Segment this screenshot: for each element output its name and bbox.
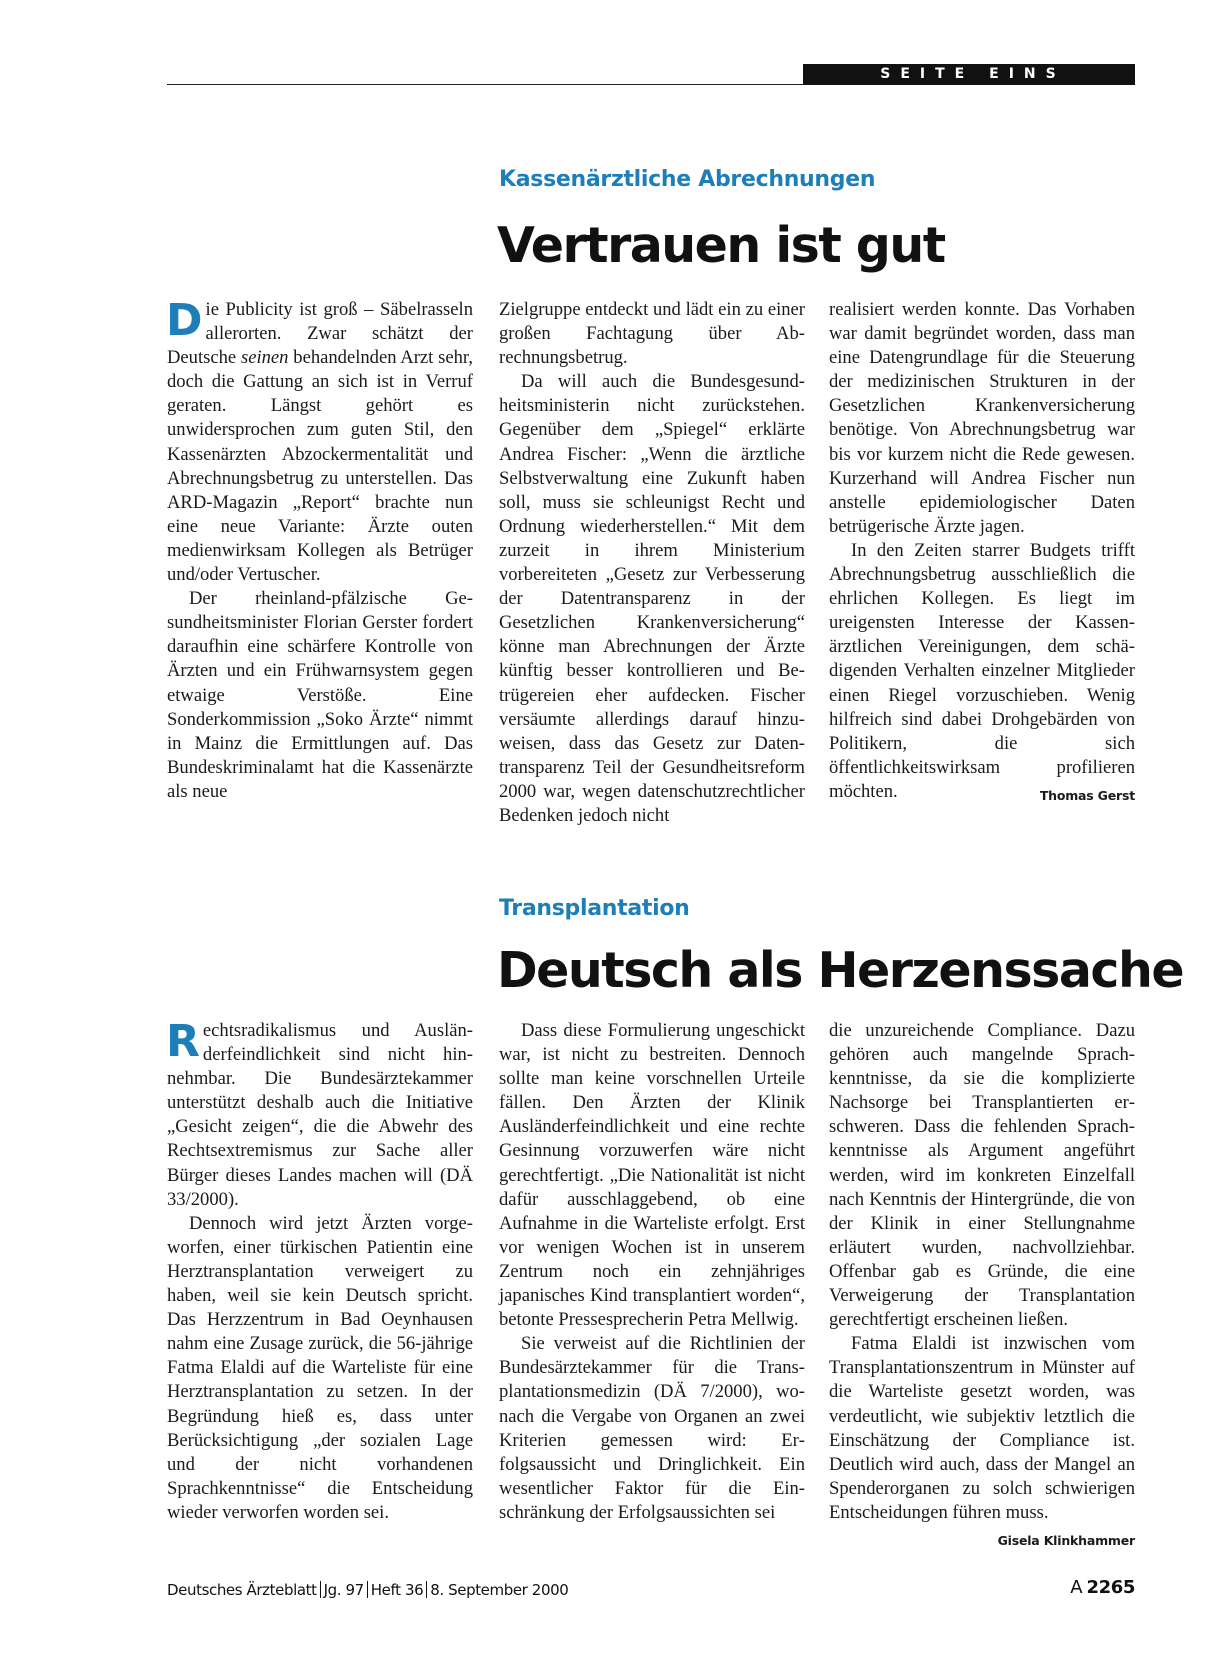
article1-column-2 (499, 298, 805, 828)
page-number: 2265 (1086, 1577, 1135, 1598)
footer-divider (320, 1581, 321, 1598)
article1-col2-paragraph-1: Zielgruppe entdeckt und lädt ein zu einer großen Fachtagung über Abrechnungsbetrug. (499, 299, 805, 369)
footer-divider (367, 1581, 368, 1598)
article1-col3-paragraph-1: realisiert werden konnte. Das Vorhaben war damit begründet worden, dass man eine Datengrundlage für die Steuerung der medizinischen Strukturen in der Gesetzlichen Krankenversicherung benötige. Von Abrechnungsbetrug war bis vor kurzem nicht die Rede gewesen. Kurzerhand will Andrea Fischer nun anstelle epidemiologischer Daten betrügerische Ärzte jagen. (829, 299, 1135, 537)
article2-author: Gisela Klinkhammer (997, 1532, 1135, 1548)
article1-col3-paragraph-2: In den Zeiten starrer Budgets trifft Abrechnungsbetrug ausschließlich die ehrlichen Kollegen. Es liegt im ureigensten Interesse der Kassenärztlichen Vereinigungen, dem schädigenden Verhalten einzelner Mitglieder einen Riegel vorzuschieben. Wenig hilfreich sind dabei Drohgebärden von Politikern, die sich öffentlichkeitswirksam profilieren möchten. Thomas Gerst (829, 539, 1135, 804)
page-letter: A (1070, 1577, 1083, 1598)
article1-headline: Vertrauen ist gut (497, 217, 945, 274)
article1-col1-paragraph-2: Der rheinland-pfälzische Gesundheitsminister Florian Gerster fordert daraufhin eine schärfere Kontrolle von Ärzten und ein Frühwarnsystem gegen etwaige Verstöße. Eine Sonderkommission „Soko Ärzte“ nimmt in Mainz die Ermittlungen auf. Das Bundeskriminalamt hat die Kassenärzte als neue (167, 588, 473, 802)
article1-column-3 (829, 298, 1135, 808)
article1-dropcap: D (166, 295, 203, 346)
section-label: SEITE EINS (803, 64, 1135, 85)
article2-dropcap: R (166, 1016, 200, 1067)
article1-author: Thomas Gerst (1039, 787, 1135, 803)
volume: Jg. 97 (323, 1581, 364, 1599)
page-footer (167, 1577, 1135, 1603)
issue: Heft 36 (370, 1581, 424, 1599)
article2-col2-paragraph-2: Sie verweist auf die Richtlinien der Bundesärztekammer für die Transplantationsmedizin (DÄ 7/2000), wonach die Vergabe von Organen an zwei Kriterien gemessen wird: Erfolgsaussicht und Dringlichkeit. Ein wesentlicher Faktor für die Einschränkung der Erfolgsaussichten sei (499, 1333, 805, 1523)
article2-column-1 (166, 1016, 473, 1525)
footer-citation (167, 1581, 568, 1599)
issue-date: 8. September 2000 (430, 1581, 569, 1599)
article2-headline: Deutsch als Herzenssache (497, 942, 1184, 999)
article1-column-1 (166, 295, 473, 804)
article2-col3-paragraph-2: Fatma Elaldi ist inzwischen vom Transplantationszentrum in Münster auf die Warteliste gesetzt worden, was verdeutlicht, wie subjektiv letztlich die Einschätzung der Compliance ist. Deutlich wird auch, dass der Mangel an Spenderorganen zu solch schwierigen Entscheidungen führen muss. Gisela Klinkhammer (829, 1332, 1135, 1525)
journal-name: Deutsches Ärzteblatt (167, 1581, 317, 1599)
article2-col1-paragraph-1: Rechtsradikalismus und Ausländerfeindlichkeit sind nicht hinnehmbar. Die Bundesärztekammer unterstützt deshalb auch die Initiative „Gesicht zeigen“, die die Abwehr des Rechtsextremismus zur Sache aller Bürger dieses Landes machen will (DÄ 33/2000). (166, 1016, 473, 1210)
footer-divider (426, 1581, 427, 1598)
article2-col3-paragraph-1: die unzureichende Compliance. Dazu gehören auch mangelnde Sprachkenntnisse, da sie die komplizierte Nachsorge bei Transplantierten erschweren. Dass die fehlenden Sprachkenntnisse als Argument angeführt werden, wird im konkreten Einzelfall nach Kenntnis der Hintergründe, die von der Klinik in einer Stellungnahme erläutert wurden, nachvollziehbar. Offenbar gab es Gründe, die eine Verweigerung der Transplantation gerechtfertigt erscheinen ließen. (829, 1020, 1135, 1331)
article2-col2-paragraph-1: Dass diese Formulierung ungeschickt war, ist nicht zu bestreiten. Dennoch sollte man keine vorschnellen Urteile fällen. Den Ärzten der Klinik Ausländerfeindlichkeit und eine rechte Gesinnung vorzuwerfen wäre nicht gerechtfertigt. „Die Nationalität ist nicht dafür ausschlaggebend, ob eine Aufnahme in die Warteliste erfolgt. Erst vor wenigen Wochen ist in unserem Zentrum noch ein zehnjähriges japanisches Kind transplantiert worden“, betonte Pressesprecherin Petra Mellwig. (499, 1020, 805, 1331)
article2-column-3 (829, 1019, 1135, 1553)
article1-kicker: Kassenärztliche Abrechnungen (499, 167, 876, 192)
article2-column-2 (499, 1019, 805, 1525)
article1-col2-paragraph-2: Da will auch die Bundesgesundheitsministerin nicht zurückstehen. Gegenüber dem „Spiegel“ erklärte Andrea Fischer: „Wenn die ärztliche Selbstverwaltung eine Zukunft haben soll, muss sie schleunigst Recht und Ordnung wiederherstellen.“ Mit dem zurzeit in ihrem Ministerium vorbereiteten „Gesetz zur Verbesserung der Datentransparenz in der Gesetzlichen Krankenversicherung“ könne man Abrechnungen der Ärzte künftig besser kontrollieren und Betrügereien eher aufdecken. Fischer versäumte allerdings darauf hinzuweisen, dass das Gesetz zur Datentransparenz Teil der Gesundheitsreform 2000 war, wegen datenschutzrechtlicher Bedenken jedoch nicht (499, 371, 805, 826)
article2-kicker: Transplantation (499, 896, 690, 921)
article1-col1-paragraph-1: Die Publicity ist groß – Säbelrasseln allerorten. Zwar schätzt der Deutsche seinen behandelnden Arzt sehr, doch die Gattung an sich ist in Verruf geraten. Längst gehört es unwidersprochen zum guten Stil, den Kassenärzten Abzockermentalität und Abrechnungsbetrug zu unterstellen. Das ARD-Magazin „Report“ brachte nun eine neue Variante: Ärzte outen medienwirksam Kollegen als Betrüger und/oder Vertuscher. (166, 295, 473, 586)
page-number-block (1070, 1577, 1135, 1598)
article2-col1-paragraph-2: Dennoch wird jetzt Ärzten vorgeworfen, einer türkischen Patientin eine Herztransplantation verweigert zu haben, weil sie kein Deutsch spricht. Das Herzzentrum in Bad Oeynhausen nahm eine Zusage zurück, die 56-jährige Fatma Elaldi auf die Warteliste für eine Herztransplantation zu setzen. In der Begründung hieß es, dass unter Berücksichtigung „der sozialen Lage und der nicht vorhandenen Sprachkenntnisse“ die Entscheidung wieder verworfen worden sei. (167, 1212, 473, 1523)
emphasis: seinen (240, 347, 289, 369)
